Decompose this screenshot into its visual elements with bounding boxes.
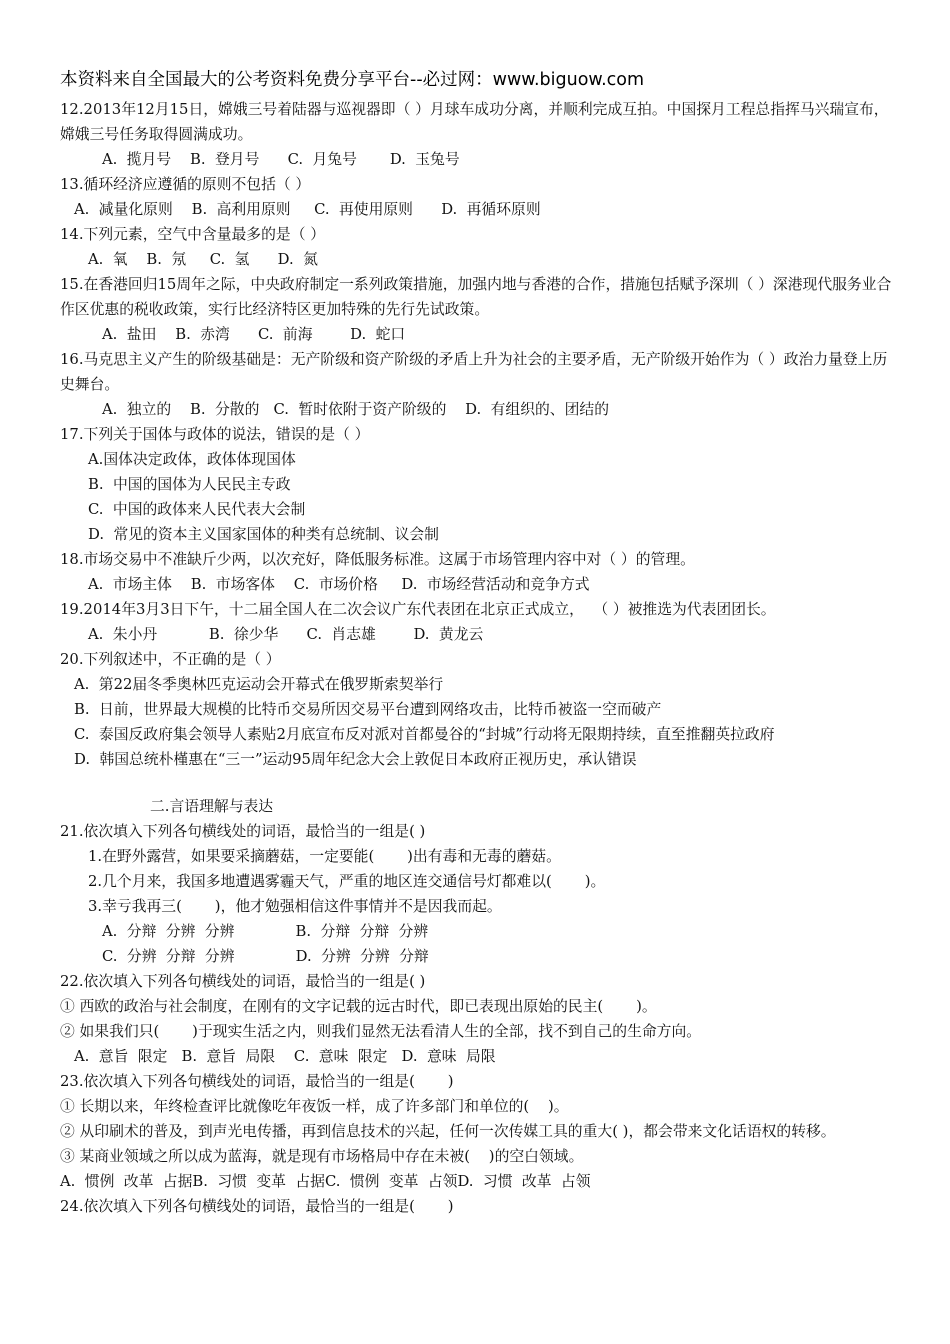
- question-16-options: A. 独立的 B. 分散的 C. 暂时依附于资产阶级的 D. 有组织的、团结的: [102, 401, 609, 418]
- question-21-stem: 21.依次填入下列各句横线处的词语，最恰当的一组是( ): [60, 823, 426, 840]
- question-21-sentence-2: 2.几个月来，我国多地遭遇雾霾天气，严重的地区连交通信号灯都难以( )。: [88, 873, 606, 890]
- question-list: [60, 97, 898, 1219]
- question-21-sentence-3: 3.幸亏我再三( )，他才勉强相信这件事情并不是因我而起。: [88, 898, 502, 915]
- question-22-sentence-1: ① 西欧的政治与社会制度，在刚有的文字记载的远古时代，即已表现出原始的民主( )。: [60, 998, 657, 1015]
- question-17-option-a: A.国体决定政体，政体体现国体: [88, 451, 296, 468]
- question-15-options: A. 盐田 B. 赤湾 C. 前海 D. 蛇口: [102, 326, 406, 343]
- question-17-stem: 17.下列关于国体与政体的说法，错误的是（ ）: [60, 426, 370, 443]
- question-20-option-d: D. 韩国总统朴槿惠在“三一”运动95周年纪念大会上敦促日本政府正视历史，承认错误: [74, 751, 637, 768]
- question-18-stem: 18.市场交易中不准缺斤少两，以次充好，降低服务标准。这属于市场管理内容中对（ ）的管理。: [60, 551, 695, 568]
- question-14-options: A. 氧 B. 氖 C. 氢 D. 氮: [88, 251, 318, 268]
- question-23-sentence-1: ① 长期以来，年终检查评比就像吃年夜饭一样，成了许多部门和单位的( )。: [60, 1098, 569, 1115]
- question-21-options-row-1: A. 分辩 分辨 分辨 B. 分辩 分辩 分辨: [102, 923, 429, 940]
- question-12-options: A. 揽月号 B. 登月号 C. 月兔号 D. 玉兔号: [102, 151, 460, 168]
- question-20-stem: 20.下列叙述中，不正确的是（ ）: [60, 651, 281, 668]
- question-17-option-d: D. 常见的资本主义国家国体的种类有总统制、议会制: [88, 526, 439, 543]
- question-23-stem: 23.依次填入下列各句横线处的词语，最恰当的一组是( ): [60, 1073, 454, 1090]
- section-spacer: [60, 772, 898, 794]
- question-20-option-c: C. 泰国反政府集会领导人素贴2月底宣布反对派对首都曼谷的“封城”行动将无限期持续，直至推翻英拉政府: [74, 726, 775, 743]
- question-12-stem: 12.2013年12月15日，嫦娥三号着陆器与巡视器即（ ）月球车成功分离，并顺利完成互拍。中国探月工程总指挥马兴瑞宣布，嫦娥三号任务取得圆满成功。: [60, 101, 889, 143]
- question-20-option-a: A. 第22届冬季奥林匹克运动会开幕式在俄罗斯索契举行: [74, 676, 444, 693]
- question-13-options: A. 减量化原则 B. 高利用原则 C. 再使用原则 D. 再循环原则: [74, 201, 541, 218]
- question-22-stem: 22.依次填入下列各句横线处的词语，最恰当的一组是( ): [60, 973, 426, 990]
- question-22-options: A. 意旨 限定 B. 意旨 局限 C. 意味 限定 D. 意味 局限: [74, 1048, 496, 1065]
- question-21-sentence-1: 1.在野外露营，如果要采摘蘑菇，一定要能( )出有毒和无毒的蘑菇。: [88, 848, 561, 865]
- question-22-sentence-2: ② 如果我们只( )于现实生活之内，则我们显然无法看清人生的全部，找不到自己的生命方向。: [60, 1023, 702, 1040]
- question-16-stem: 16.马克思主义产生的阶级基础是：无产阶级和资产阶级的矛盾上升为社会的主要矛盾，无产阶级开始作为（ ）政治力量登上历史舞台。: [60, 351, 888, 393]
- question-20-option-b: B. 日前，世界最大规模的比特币交易所因交易平台遭到网络攻击，比特币被盗一空而破产: [74, 701, 662, 718]
- question-18-options: A. 市场主体 B. 市场客体 C. 市场价格 D. 市场经营活动和竞争方式: [88, 576, 590, 593]
- question-13-stem: 13.循环经济应遵循的原则不包括（ ）: [60, 176, 311, 193]
- question-23-options: A. 惯例 改革 占据B. 习惯 变革 占据C. 惯例 变革 占领D. 习惯 改革 占领: [60, 1173, 591, 1190]
- question-17-option-c: C. 中国的政体来人民代表大会制: [88, 501, 306, 518]
- question-17-option-b: B. 中国的国体为人民民主专政: [88, 476, 291, 493]
- section-2-heading: 二.言语理解与表达: [150, 798, 274, 815]
- question-15-stem: 15.在香港回归15周年之际，中央政府制定一系列政策措施，加强内地与香港的合作，措施包括赋予深圳（ ）深港现代服务业合作区优惠的税收政策，实行比经济特区更加特殊的先行先试政策。: [60, 276, 892, 318]
- question-19-options: A. 朱小丹 B. 徐少华 C. 肖志雄 D. 黄龙云: [88, 626, 484, 643]
- question-23-sentence-2: ② 从印刷术的普及，到声光电传播，再到信息技术的兴起，任何一次传媒工具的重大( )，都会带来文化话语权的转移。: [60, 1123, 836, 1140]
- question-21-options-row-2: C. 分辨 分辩 分辨 D. 分辨 分辨 分辩: [102, 948, 429, 965]
- question-24-stem: 24.依次填入下列各句横线处的词语，最恰当的一组是( ): [60, 1198, 454, 1215]
- question-23-sentence-3: ③ 某商业领域之所以成为蓝海，就是现有市场格局中存在未被( )的空白领域。: [60, 1148, 584, 1165]
- question-14-stem: 14.下列元素，空气中含量最多的是（ ）: [60, 226, 325, 243]
- question-19-stem: 19.2014年3月3日下午，十二届全国人在二次会议广东代表团在北京正式成立， （ ）被推选为代表团团长。: [60, 601, 776, 618]
- source-header: 本资料来自全国最大的公考资料免费分享平台--必过网：www.biguow.com: [60, 70, 645, 90]
